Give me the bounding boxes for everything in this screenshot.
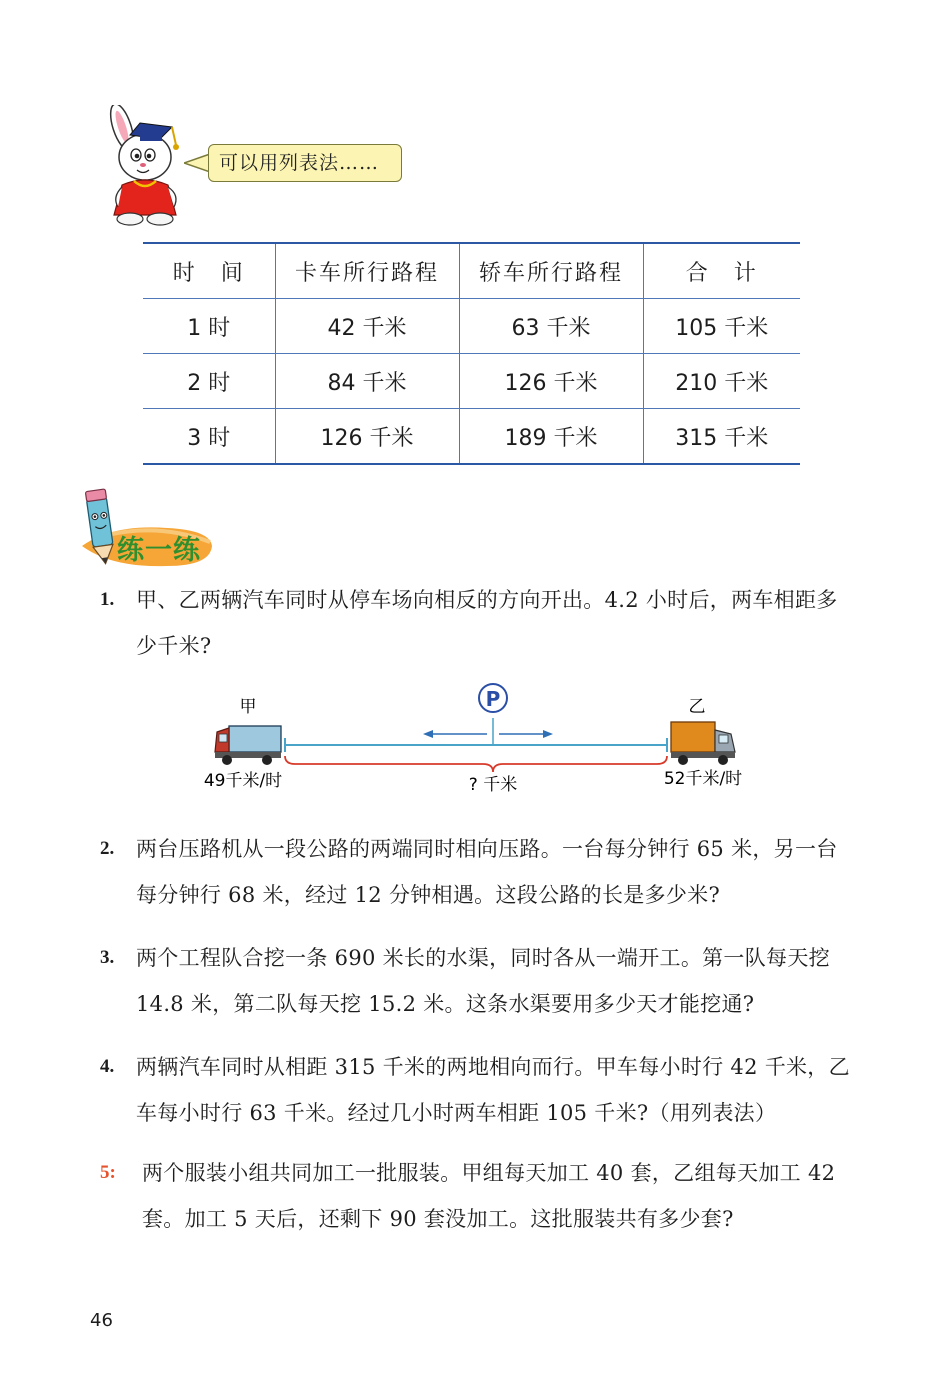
problem-text: 两个工程队合挖一条 690 米长的水渠，同时各从一端开工。第一队每天挖 14.8 米，第二队每天挖 15.2 米。这条水渠要用多少天才能挖通? — [136, 946, 830, 1016]
right-speed-label: 52千米/时 — [663, 769, 743, 789]
table-header-row — [143, 243, 800, 299]
right-truck-icon — [671, 722, 735, 765]
parking-symbol: P — [485, 687, 501, 711]
practice-title: 练一练 — [117, 535, 201, 566]
page-number: 46 — [90, 1310, 113, 1331]
distance-table — [143, 242, 800, 465]
problem-text: 两个服装小组共同加工一批服装。甲组每天加工 40 套，乙组每天加工 42 套。加工 5 天后，还剩下 90 套没加工。这批服装共有多少套? — [142, 1161, 836, 1231]
problem-text: 两台压路机从一段公路的两端同时相向压路。一台每分钟行 65 米，另一台每分钟行 68 米，经过 12 分钟相遇。这段公路的长是多少米? — [136, 837, 838, 907]
table-cell: 189 千米 — [459, 409, 643, 465]
header-truck-distance: 卡车所行路程 — [275, 243, 459, 299]
parking-icon — [479, 684, 507, 712]
problem-3 — [100, 935, 860, 1027]
table-cell: 210 千米 — [643, 354, 800, 409]
header-time: 时 间 — [143, 243, 275, 299]
table-row — [143, 354, 800, 409]
table-cell: 126 千米 — [459, 354, 643, 409]
table-row — [143, 409, 800, 465]
problem-text: 两辆汽车同时从相距 315 千米的两地相向而行。甲车每小时行 42 千米，乙车每小时行 63 千米。经过几小时两车相距 105 千米?（用列表法） — [136, 1055, 850, 1125]
problem-text: 甲、乙两辆汽车同时从停车场向相反的方向开出。4.2 小时后，两车相距多少千米? — [136, 588, 838, 658]
problem-4 — [100, 1044, 860, 1136]
table-cell: 105 千米 — [643, 299, 800, 354]
problem-number: 3. — [100, 947, 115, 968]
header-car-distance: 轿车所行路程 — [459, 243, 643, 299]
distance-brace — [285, 756, 667, 772]
problem-number: 2. — [100, 838, 115, 859]
problem-5 — [100, 1150, 860, 1242]
left-truck-icon — [215, 726, 281, 765]
left-truck-label: 甲 — [239, 697, 257, 717]
problem-number: 5: — [100, 1162, 116, 1183]
trucks-diagram — [195, 682, 755, 797]
distance-label: ? 千米 — [468, 775, 518, 795]
problem-2 — [100, 826, 860, 918]
table-cell: 84 千米 — [275, 354, 459, 409]
speech-bubble: 可以用列表法…… — [208, 144, 402, 182]
right-truck-label: 乙 — [688, 697, 706, 717]
header-total: 合 计 — [643, 243, 800, 299]
table-cell: 42 千米 — [275, 299, 459, 354]
problem-1 — [100, 577, 860, 669]
right-arrow-icon — [499, 730, 553, 738]
table-cell: 126 千米 — [275, 409, 459, 465]
problem-number: 1. — [100, 589, 115, 610]
table-cell: 1 时 — [143, 299, 275, 354]
table-cell: 2 时 — [143, 354, 275, 409]
left-arrow-icon — [423, 730, 487, 738]
problem-number: 4. — [100, 1056, 115, 1077]
table-row — [143, 299, 800, 354]
table-cell: 315 千米 — [643, 409, 800, 465]
table-cell: 63 千米 — [459, 299, 643, 354]
table-cell: 3 时 — [143, 409, 275, 465]
left-speed-label: 49千米/时 — [203, 771, 283, 791]
